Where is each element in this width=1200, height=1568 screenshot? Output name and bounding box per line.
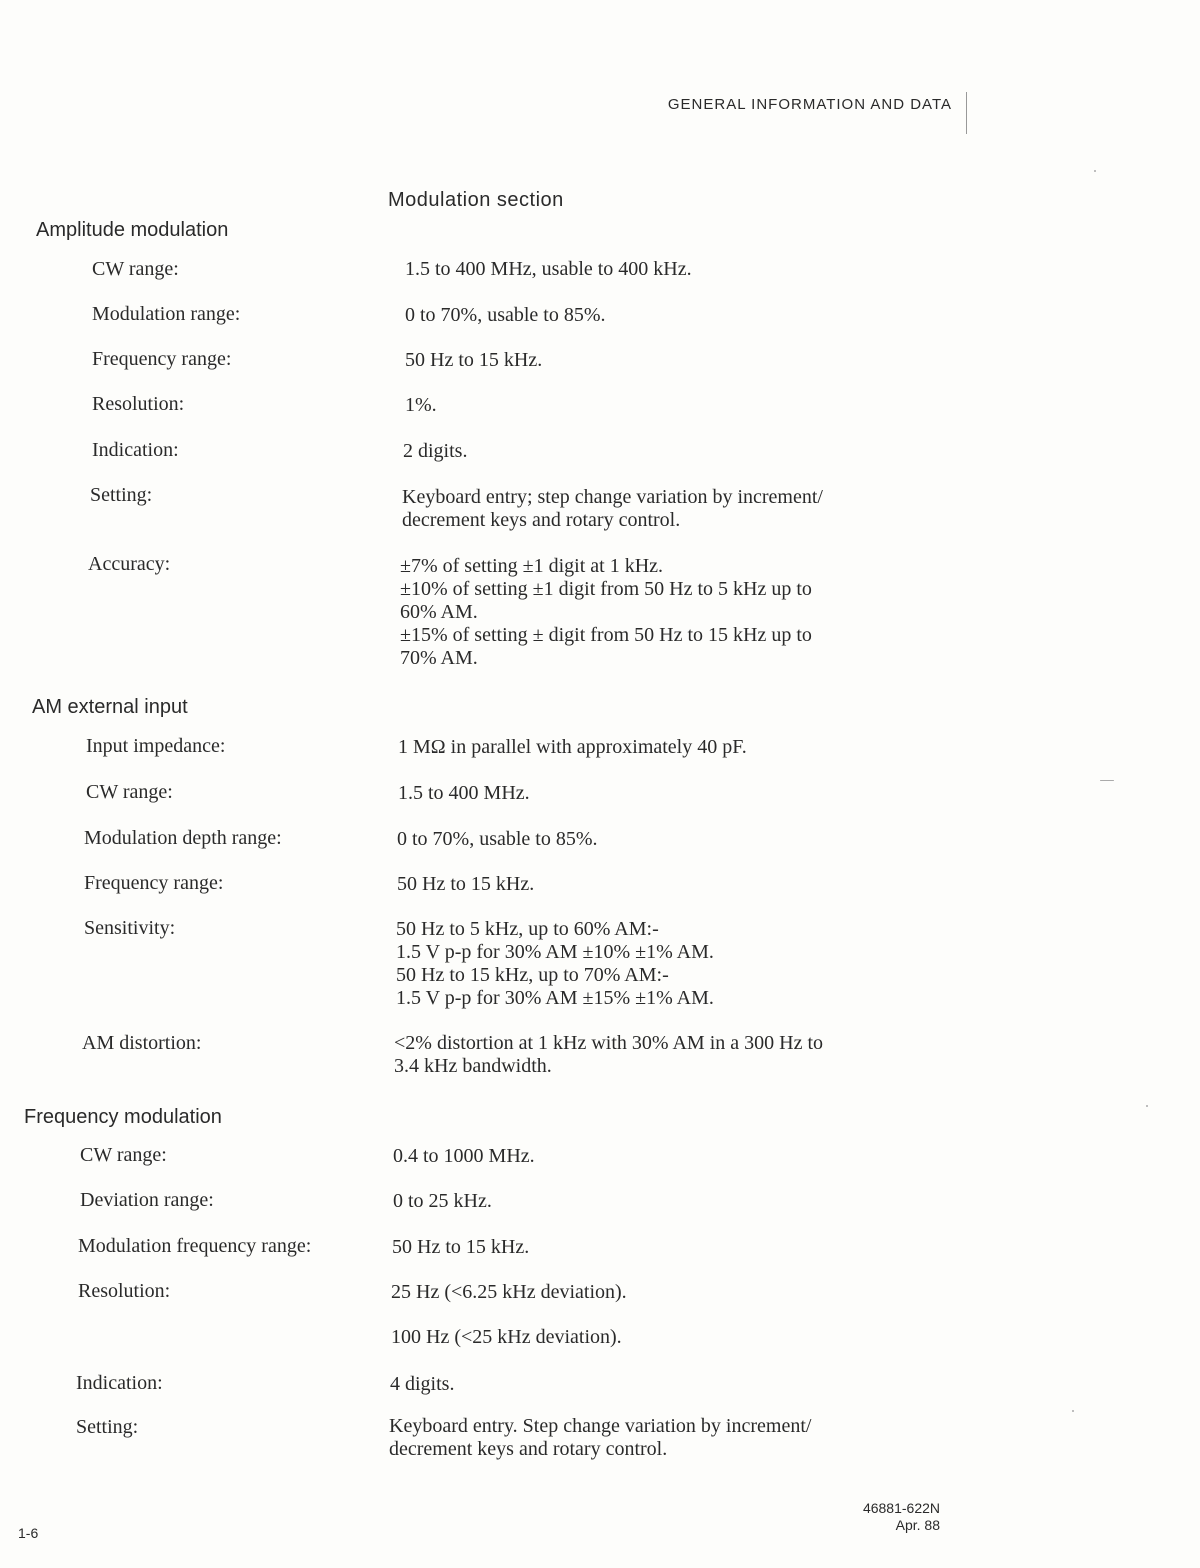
doc-reference [780, 1500, 940, 1534]
ext-frequency-range-value: 50 Hz to 15 kHz. [397, 873, 535, 895]
fm-resolution-value-1: 25 Hz (<6.25 kHz deviation). [391, 1281, 627, 1303]
frequency-modulation-heading: Frequency modulation [24, 1106, 222, 1128]
am-setting-value: Keyboard entry; step change variation by increment/ decrement keys and rotary control. [402, 486, 823, 531]
am-accuracy-value: ±7% of setting ±1 digit at 1 kHz. ±10% of setting ±1 digit from 50 Hz to 5 kHz up to 60% AM. ±15% of setting ± digit from 50 Hz to 15 kHz up to 70% AM. [400, 555, 812, 669]
am-frequency-range-label: Frequency range: [92, 348, 232, 370]
scan-speck [1100, 780, 1114, 781]
am-resolution-label: Resolution: [92, 393, 185, 415]
section-title: Modulation section [388, 189, 564, 211]
fm-deviation-range-label: Deviation range: [80, 1189, 214, 1211]
fm-indication-label: Indication: [76, 1372, 163, 1394]
scan-speck [1094, 170, 1096, 172]
fm-deviation-range-value: 0 to 25 kHz. [393, 1190, 492, 1212]
fm-setting-label: Setting: [76, 1416, 139, 1438]
ext-input-impedance-label: Input impedance: [86, 735, 226, 757]
fm-resolution-label: Resolution: [78, 1280, 171, 1302]
am-setting-label: Setting: [90, 484, 153, 506]
running-header: GENERAL INFORMATION AND DATA [667, 96, 952, 113]
page-number: 1-6 [18, 1525, 39, 1541]
fm-modulation-frequency-range-label: Modulation frequency range: [78, 1235, 312, 1257]
ext-modulation-depth-range-value: 0 to 70%, usable to 85%. [397, 828, 598, 850]
fm-indication-value: 4 digits. [390, 1373, 455, 1395]
am-indication-value: 2 digits. [403, 440, 468, 462]
am-cw-range-value: 1.5 to 400 MHz, usable to 400 kHz. [405, 258, 692, 280]
ext-sensitivity-value: 50 Hz to 5 kHz, up to 60% AM:- 1.5 V p-p for 30% AM ±10% ±1% AM. 50 Hz to 15 kHz, up to 70% AM:- 1.5 V p-p for 30% AM ±15% ±1% AM. [396, 918, 714, 1009]
am-cw-range-label: CW range: [92, 258, 179, 280]
ext-am-distortion-label: AM distortion: [82, 1032, 202, 1054]
ext-cw-range-label: CW range: [86, 781, 173, 803]
ext-modulation-depth-range-label: Modulation depth range: [84, 827, 282, 849]
fm-cw-range-label: CW range: [80, 1144, 167, 1166]
am-resolution-value: 1%. [405, 394, 437, 416]
scan-speck [1072, 1410, 1074, 1412]
ext-input-impedance-value: 1 MΩ in parallel with approximately 40 pF. [398, 736, 747, 758]
amplitude-modulation-heading: Amplitude modulation [36, 219, 229, 241]
fm-cw-range-value: 0.4 to 1000 MHz. [393, 1145, 535, 1167]
ext-am-distortion-value: <2% distortion at 1 kHz with 30% AM in a 300 Hz to 3.4 kHz bandwidth. [394, 1032, 824, 1077]
doc-date: Apr. 88 [895, 1517, 940, 1533]
am-accuracy-label: Accuracy: [88, 553, 171, 575]
am-modulation-range-value: 0 to 70%, usable to 85%. [405, 304, 606, 326]
am-external-input-heading: AM external input [32, 696, 188, 718]
am-indication-label: Indication: [92, 439, 179, 461]
ext-frequency-range-label: Frequency range: [84, 872, 224, 894]
ext-sensitivity-label: Sensitivity: [84, 917, 176, 939]
header-rule [966, 92, 967, 134]
fm-setting-value: Keyboard entry. Step change variation by increment/ decrement keys and rotary control. [389, 1415, 812, 1460]
am-frequency-range-value: 50 Hz to 15 kHz. [405, 349, 543, 371]
fm-modulation-frequency-range-value: 50 Hz to 15 kHz. [392, 1236, 530, 1258]
doc-number: 46881-622N [862, 1500, 940, 1516]
fm-resolution-value-2: 100 Hz (<25 kHz deviation). [391, 1326, 622, 1348]
ext-cw-range-value: 1.5 to 400 MHz. [398, 782, 530, 804]
scan-speck [1146, 1105, 1148, 1107]
am-modulation-range-label: Modulation range: [92, 303, 241, 325]
